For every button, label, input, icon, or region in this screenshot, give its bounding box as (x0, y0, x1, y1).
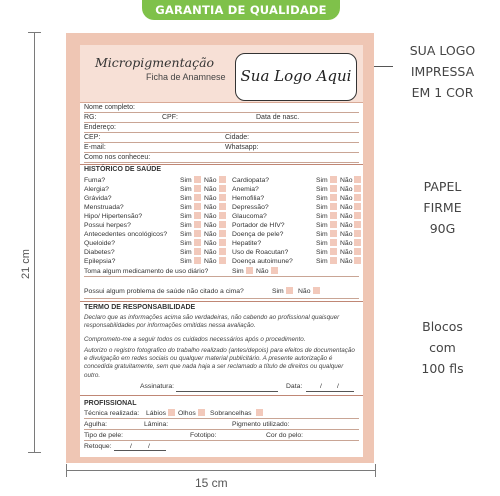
yes-label: Sim (180, 222, 192, 229)
technique-label: Técnica realizada: (84, 410, 140, 417)
no-label: Não (340, 177, 353, 184)
no-label: Não (298, 288, 311, 295)
logo-placeholder: Sua Logo Aqui (235, 53, 357, 101)
form-header (80, 45, 363, 103)
yes-label: Sim (316, 195, 328, 202)
no-checkbox[interactable] (219, 239, 226, 246)
yes-label: Sim (316, 186, 328, 193)
blocks-note-line: 100 fls (421, 361, 464, 376)
field-line[interactable] (84, 276, 359, 277)
yes-label: Sim (180, 204, 192, 211)
eyebrows-label: Sobrancelhas (210, 410, 252, 417)
no-label: Não (340, 186, 353, 193)
no-label: Não (204, 177, 217, 184)
yes-label: Sim (316, 213, 328, 220)
health-question-row (84, 230, 358, 239)
technique-row (84, 409, 358, 418)
health-question-right: Cardiopata? (232, 177, 270, 184)
date-separator: / (320, 383, 322, 390)
yes-label: Sim (180, 186, 192, 193)
eyebrows-checkbox[interactable] (256, 409, 263, 416)
section-divider (80, 395, 363, 396)
dimension-cap-right (375, 464, 376, 477)
yes-checkbox[interactable] (194, 185, 201, 192)
no-label: Não (340, 222, 353, 229)
no-checkbox[interactable] (354, 230, 361, 237)
no-label: Não (340, 195, 353, 202)
health-question-left: Queloide? (84, 240, 115, 247)
yes-label: Sim (180, 177, 192, 184)
medication-label: Toma algum medicamento de uso diário? (84, 268, 209, 275)
skin-row (84, 431, 358, 440)
health-question-right: Hemofilia? (232, 195, 265, 202)
professional-title: PROFISSIONAL (84, 400, 137, 407)
yes-label: Sim (180, 231, 192, 238)
needle-label: Agulha: (84, 421, 108, 428)
field-line[interactable] (84, 418, 359, 419)
no-label: Não (340, 258, 353, 265)
paper-note (395, 176, 490, 239)
logo-note-line: EM 1 COR (411, 85, 474, 100)
yes-checkbox[interactable] (194, 203, 201, 210)
whatsapp-label: Whatsapp: (225, 144, 259, 151)
height-dimension-label: 21 cm (20, 249, 32, 279)
no-checkbox[interactable] (219, 221, 226, 228)
health-history-title: HISTÓRICO DE SAÚDE (84, 166, 162, 173)
field-line[interactable] (84, 162, 359, 163)
cep-label: CEP: (84, 134, 101, 141)
yes-label: Sim (316, 240, 328, 247)
width-dimension-label: 15 cm (195, 476, 228, 490)
section-divider (80, 301, 363, 302)
health-question-right: Glaucoma? (232, 213, 267, 220)
no-checkbox[interactable] (219, 185, 226, 192)
touchup-separator: / (148, 443, 150, 450)
form-body (80, 45, 363, 457)
no-checkbox[interactable] (219, 194, 226, 201)
health-question-row (84, 203, 358, 212)
blocks-note-line: Blocos (422, 319, 463, 334)
yes-label: Sim (316, 231, 328, 238)
field-line[interactable] (84, 298, 359, 299)
yes-label: Sim (272, 288, 284, 295)
health-question-right: Doença de pele? (232, 231, 284, 238)
medication-row (84, 267, 358, 276)
health-question-left: Menstruada? (84, 204, 124, 211)
birthdate-label: Data de nasc. (256, 114, 300, 121)
rg-label: RG: (84, 114, 97, 121)
anamnesis-sheet (66, 33, 374, 463)
field-line[interactable] (84, 429, 359, 430)
blocks-note-line: com (429, 340, 456, 355)
logo-note-line: IMPRESSA (410, 64, 475, 79)
width-dimension-line (66, 470, 376, 471)
health-question-row (84, 248, 358, 257)
paper-note-line: PAPEL (423, 179, 462, 194)
date-label: Data: (286, 383, 303, 390)
yes-checkbox[interactable] (330, 221, 337, 228)
no-checkbox[interactable] (354, 176, 361, 183)
date-separator: / (337, 383, 339, 390)
yes-label: Sim (316, 249, 328, 256)
yes-checkbox[interactable] (194, 176, 201, 183)
health-question-row (84, 176, 358, 185)
no-checkbox[interactable] (219, 212, 226, 219)
no-label: Não (204, 204, 217, 211)
health-question-left: Diabetes? (84, 249, 115, 256)
no-label: Não (204, 240, 217, 247)
no-label: Não (204, 258, 217, 265)
no-label: Não (204, 195, 217, 202)
yes-checkbox[interactable] (194, 194, 201, 201)
no-label: Não (204, 186, 217, 193)
other-problem-row (84, 287, 358, 296)
touchup-row (84, 442, 358, 451)
no-checkbox[interactable] (354, 203, 361, 210)
signature-line[interactable] (176, 391, 278, 392)
health-question-left: Hipo/ Hipertensão? (84, 213, 143, 220)
yes-checkbox[interactable] (194, 230, 201, 237)
yes-checkbox[interactable] (330, 203, 337, 210)
logo-note (395, 40, 490, 103)
no-checkbox[interactable] (313, 287, 320, 294)
no-label: Não (340, 231, 353, 238)
no-checkbox[interactable] (271, 267, 278, 274)
yes-checkbox[interactable] (194, 221, 201, 228)
email-label: E-mail: (84, 144, 106, 151)
no-checkbox[interactable] (354, 221, 361, 228)
no-checkbox[interactable] (219, 257, 226, 264)
eyes-checkbox[interactable] (198, 409, 205, 416)
skin-type-label: Tipo de pele: (84, 432, 124, 439)
yes-checkbox[interactable] (330, 212, 337, 219)
no-label: Não (340, 240, 353, 247)
field-line[interactable] (84, 440, 359, 441)
health-question-row (84, 194, 358, 203)
logo-note-line: SUA LOGO (409, 43, 476, 58)
no-checkbox[interactable] (354, 239, 361, 246)
yes-checkbox[interactable] (330, 194, 337, 201)
hair-color-label: Cor do pelo: (266, 432, 304, 439)
health-question-row (84, 212, 358, 221)
no-checkbox[interactable] (219, 203, 226, 210)
yes-label: Sim (316, 258, 328, 265)
terms-paragraph-3: Autorizo o registro fotografico do trabalho realizado (antes/depois) para efeitos de documentação e divulgação em redes sociais ou qualquer material publicitário. A presente autorização é concedida gratuitamente, sem que nada haja a ser reclamado a título de direitos ou qualquer outro. (84, 347, 355, 379)
paper-note-line: FIRME (423, 200, 462, 215)
health-question-left: Epilepsia? (84, 258, 116, 265)
health-question-row (84, 185, 358, 194)
yes-checkbox[interactable] (330, 257, 337, 264)
yes-label: Sim (180, 240, 192, 247)
health-question-left: Possui herpes? (84, 222, 131, 229)
yes-label: Sim (180, 258, 192, 265)
city-label: Cidade: (225, 134, 250, 141)
yes-checkbox[interactable] (330, 176, 337, 183)
cpf-label: CPF: (162, 114, 178, 121)
no-checkbox[interactable] (354, 212, 361, 219)
yes-checkbox[interactable] (194, 239, 201, 246)
touchup-line[interactable] (114, 450, 166, 451)
health-question-left: Fuma? (84, 177, 106, 184)
name-label: Nome completo: (84, 104, 135, 111)
lips-checkbox[interactable] (168, 409, 175, 416)
referral-label: Como nos conheceu: (84, 154, 151, 161)
yes-checkbox[interactable] (330, 239, 337, 246)
no-label: Não (204, 213, 217, 220)
eyes-label: Olhos (178, 410, 196, 417)
height-dimension-line (34, 32, 35, 452)
pigment-label: Pigmento utilizado: (232, 421, 290, 428)
touchup-label: Retoque: (84, 443, 112, 450)
quality-banner: GARANTIA DE QUALIDADE (142, 0, 340, 20)
no-label: Não (256, 268, 269, 275)
no-label: Não (204, 249, 217, 256)
health-question-left: Grávida? (84, 195, 112, 202)
no-checkbox[interactable] (354, 194, 361, 201)
dimension-cap-bottom (28, 452, 41, 453)
form-title: Micropigmentação (95, 55, 215, 70)
yes-checkbox[interactable] (194, 257, 201, 264)
yes-label: Sim (180, 213, 192, 220)
health-question-right: Anemia? (232, 186, 259, 193)
yes-label: Sim (180, 249, 192, 256)
health-question-right: Uso de Roacutan? (232, 249, 289, 256)
yes-label: Sim (316, 222, 328, 229)
yes-label: Sim (180, 195, 192, 202)
health-question-left: Alergia? (84, 186, 109, 193)
no-checkbox[interactable] (219, 230, 226, 237)
health-question-right: Hepatite? (232, 240, 262, 247)
yes-label: Sim (232, 268, 244, 275)
signature-row (140, 383, 360, 393)
health-question-row (84, 239, 358, 248)
no-checkbox[interactable] (354, 248, 361, 255)
terms-paragraph-1: Declaro que as informações acima são verdadeiras, não cabendo ao profissional quaisquer responsabilidades por informações omitidas nessa avaliação. (84, 314, 340, 330)
yes-checkbox[interactable] (194, 248, 201, 255)
health-question-left: Antecedentes oncológicos? (84, 231, 168, 238)
no-label: Não (340, 204, 353, 211)
terms-title: TERMO DE RESPONSABILIDADE (84, 304, 196, 311)
lips-label: Lábios (146, 410, 167, 417)
yes-checkbox[interactable] (330, 230, 337, 237)
yes-checkbox[interactable] (246, 267, 253, 274)
no-label: Não (204, 231, 217, 238)
blade-label: Lâmina: (144, 421, 169, 428)
yes-checkbox[interactable] (194, 212, 201, 219)
yes-label: Sim (316, 177, 328, 184)
no-label: Não (204, 222, 217, 229)
other-problem-label: Possui algum problema de saúde não citado a cima? (84, 288, 244, 295)
no-checkbox[interactable] (354, 257, 361, 264)
blocks-note (395, 316, 490, 379)
health-question-right: Depressão? (232, 204, 269, 211)
terms-paragraph-2: Comprometo-me a seguir todos os cuidados necessários após o procedimento. (84, 336, 306, 343)
address-label: Endereço: (84, 124, 116, 131)
needle-row (84, 420, 358, 429)
health-question-right: Portador de HIV? (232, 222, 285, 229)
yes-checkbox[interactable] (286, 287, 293, 294)
date-line[interactable] (306, 391, 354, 392)
no-checkbox[interactable] (354, 185, 361, 192)
yes-label: Sim (316, 204, 328, 211)
yes-checkbox[interactable] (330, 185, 337, 192)
phototype-label: Fototipo: (190, 432, 217, 439)
form-subtitle: Ficha de Anamnese (146, 72, 226, 82)
signature-label: Assinatura: (140, 383, 175, 390)
touchup-separator: / (130, 443, 132, 450)
yes-checkbox[interactable] (330, 248, 337, 255)
health-question-row (84, 221, 358, 230)
logo-pointer-line (373, 66, 393, 67)
health-question-row (84, 257, 358, 266)
no-label: Não (340, 213, 353, 220)
paper-note-line: 90G (429, 221, 456, 236)
no-label: Não (340, 249, 353, 256)
health-question-right: Doença autoimune? (232, 258, 293, 265)
section-divider (80, 164, 363, 165)
no-checkbox[interactable] (219, 248, 226, 255)
no-checkbox[interactable] (219, 176, 226, 183)
